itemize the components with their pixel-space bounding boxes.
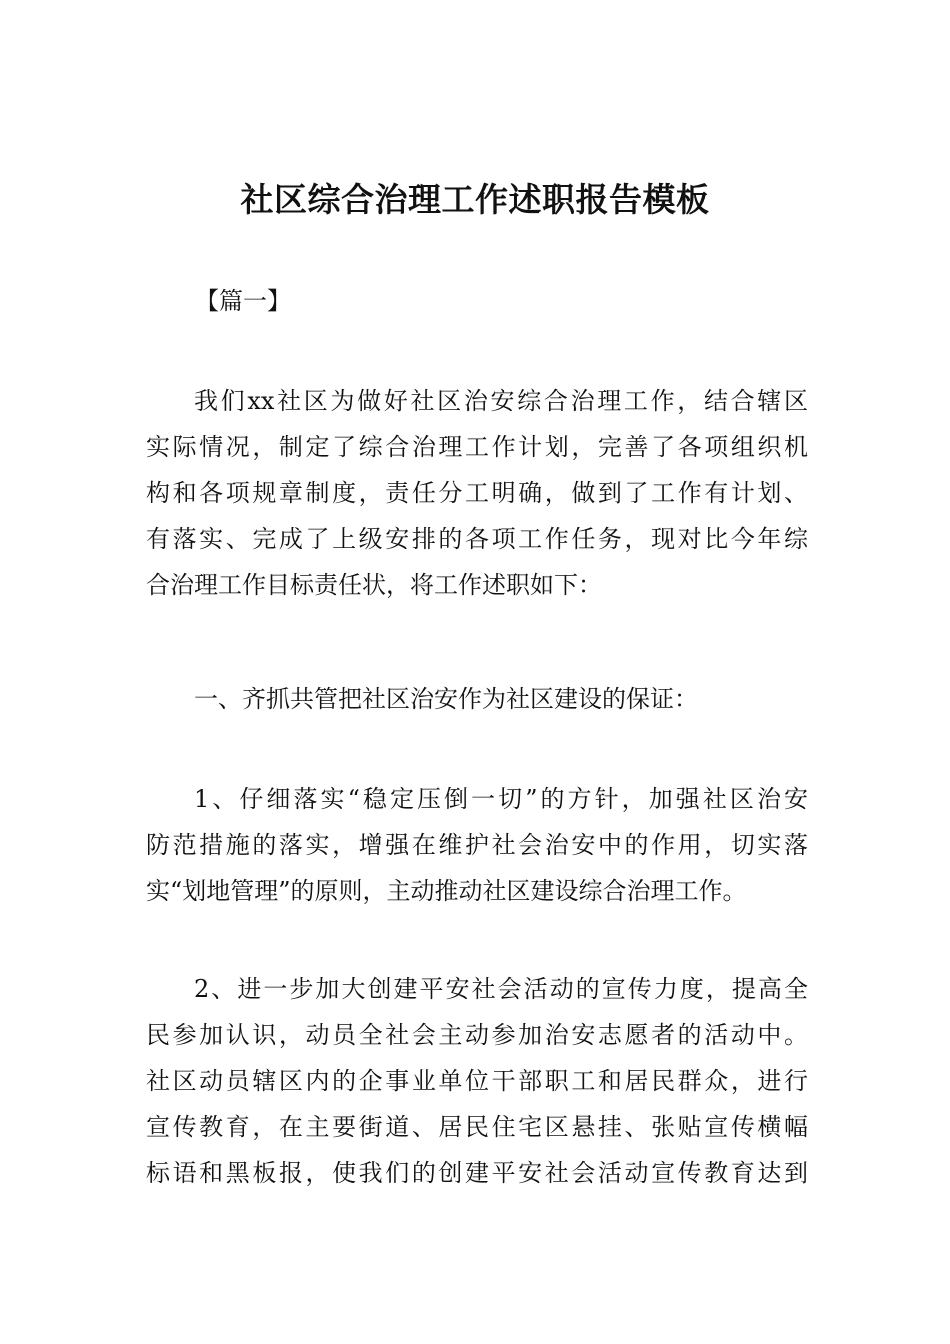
document-title: 社区综合治理工作述职报告模板 (240, 180, 710, 219)
text-line: 我们xx社区为做好社区治安综合治理工作，结合辖区 (194, 387, 808, 415)
text-line: 标语和黑板报，使我们的创建平安社会活动宣传教育达到 (146, 1159, 808, 1187)
text-line: 宣传教育，在主要街道、居民住宅区悬挂、张贴宣传横幅 (146, 1113, 808, 1141)
section-heading-1 (146, 676, 808, 722)
text-line: 2、进一步加大创建平安社会活动的宣传力度，提高全 (194, 975, 808, 1003)
intro-paragraph (146, 378, 808, 608)
text-line: 构和各项规章制度，责任分工明确，做到了工作有计划、 (146, 479, 808, 507)
item-2-paragraph (146, 966, 808, 1196)
section-label: 【篇一】 (195, 287, 291, 315)
text-line: 1、仔细落实“稳定压倒一切”的方针，加强社区治安 (194, 785, 808, 813)
text-line: 民参加认识，动员全社会主动参加治安志愿者的活动中。 (146, 1021, 808, 1049)
text-line: 实“划地管理”的原则，主动推动社区建设综合治理工作。 (146, 877, 747, 905)
text-line: 社区动员辖区内的企事业单位干部职工和居民群众，进行 (146, 1067, 808, 1095)
text-line: 有落实、完成了上级安排的各项工作任务，现对比今年综 (146, 525, 808, 553)
text-line: 一、齐抓共管把社区治安作为社区建设的保证： (194, 685, 698, 713)
text-line: 防范措施的落实，增强在维护社会治安中的作用，切实落 (146, 831, 808, 859)
item-1-paragraph (146, 776, 808, 914)
text-line: 合治理工作目标责任状，将工作述职如下： (146, 571, 602, 599)
text-line: 实际情况，制定了综合治理工作计划，完善了各项组织机 (146, 433, 808, 461)
